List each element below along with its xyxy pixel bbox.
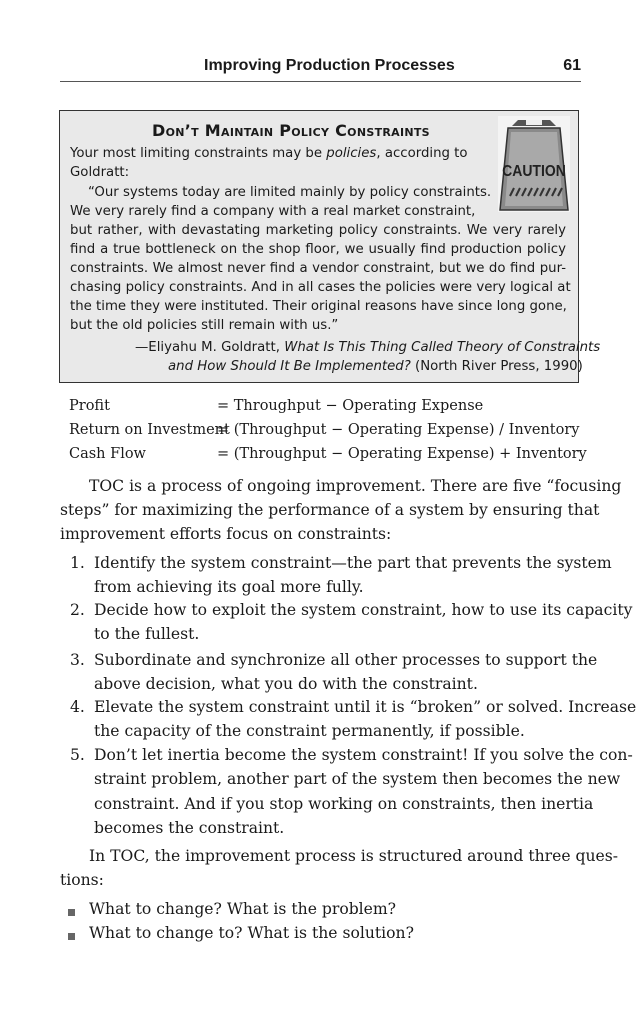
- question-item: What to change? What is the problem?: [89, 900, 397, 918]
- step-line: constraint. And if you stop working on constraints, then inertia: [94, 795, 594, 813]
- step-number: 4.: [70, 698, 85, 716]
- sidebar-quote-line: chasing policy constraints. And in all cases the policies were very logical at: [70, 280, 571, 295]
- sidebar-quote-line: but rather, with devastating marketing policy constraints. We very rarely: [70, 223, 566, 238]
- sidebar-quote-line: but the old policies still remain with us.”: [70, 318, 339, 333]
- formula-label: Profit: [69, 398, 110, 414]
- bullet-square-icon: [68, 933, 75, 940]
- question-item: What to change to? What is the solution?: [89, 924, 414, 942]
- paragraph-line: steps” for maximizing the performance of a system by ensuring that: [60, 501, 600, 519]
- sidebar-quote-line: We very rarely find a company with a real market constraint,: [70, 204, 476, 219]
- step-line: Subordinate and synchronize all other processes to support the: [94, 651, 598, 669]
- formula-expression: = (Throughput − Operating Expense) / Inventory: [217, 422, 580, 438]
- step-number: 2.: [70, 601, 85, 619]
- sidebar-quote-line: “Our systems today are limited mainly by policy constraints.: [88, 185, 492, 200]
- step-line: straint problem, another part of the system then becomes the new: [94, 770, 621, 788]
- running-header: [60, 54, 581, 82]
- step-number: 3.: [70, 651, 85, 669]
- attribution-line-1: —Eliyahu M. Goldratt, What Is This Thing Called Theory of Constraints: [135, 340, 601, 355]
- step-number: 1.: [70, 554, 85, 572]
- book-title-cont: and How Should It Be Implemented?: [168, 359, 411, 374]
- paragraph-line: TOC is a process of ongoing improvement. There are five “focusing: [89, 477, 622, 495]
- page-number: 61: [563, 57, 581, 74]
- caution-label: CAUTION: [502, 161, 566, 181]
- step-line: Elevate the system constraint until it is “broken” or solved. Increase: [94, 698, 637, 716]
- step-line: above decision, what you do with the constraint.: [94, 675, 478, 693]
- sidebar-quote-line: find a true bottleneck on the shop floor, we usually find production policy: [70, 242, 566, 257]
- book-title: What Is This Thing Called Theory of Constraints: [284, 340, 601, 355]
- bullet-square-icon: [68, 909, 75, 916]
- paragraph-line: tions:: [60, 871, 104, 889]
- sidebar-box: [59, 110, 601, 383]
- step-line: becomes the constraint.: [94, 819, 285, 837]
- step-line: the capacity of the constraint permanently, if possible.: [94, 722, 525, 740]
- formula-label: Cash Flow: [69, 446, 146, 462]
- formula-expression: = Throughput − Operating Expense: [217, 398, 484, 414]
- step-line: to the fullest.: [94, 625, 200, 643]
- formula-expression: = (Throughput − Operating Expense) + Inventory: [217, 446, 587, 462]
- formula-label: Return on Investment: [69, 422, 230, 438]
- step-line: from achieving its goal more fully.: [94, 578, 364, 596]
- step-line: Decide how to exploit the system constraint, how to use its capacity: [94, 601, 633, 619]
- step-line: Identify the system constraint—the part that prevents the system: [94, 554, 612, 572]
- sidebar-line: Goldratt:: [70, 165, 130, 180]
- caution-sign-icon: [498, 116, 570, 212]
- paragraph-line: improvement efforts focus on constraints:: [60, 525, 392, 543]
- attribution-line-2: and How Should It Be Implemented? (North River Press, 1990): [168, 359, 583, 374]
- step-number: 5.: [70, 746, 85, 764]
- sidebar-title: Don’t Maintain Policy Constraints: [152, 121, 430, 140]
- paragraph-line: In TOC, the improvement process is structured around three ques-: [89, 847, 619, 865]
- sidebar-quote-line: constraints. We almost never find a vendor constraint, but we do find pur-: [70, 261, 566, 276]
- sidebar-quote-line: the time they were instituted. Their original reasons have since long gone,: [70, 299, 567, 314]
- sidebar-line: Your most limiting constraints may be policies, according to: [70, 146, 468, 161]
- step-line: Don’t let inertia become the system constraint! If you solve the con-: [94, 746, 633, 764]
- chapter-title: Improving Production Processes: [204, 57, 455, 74]
